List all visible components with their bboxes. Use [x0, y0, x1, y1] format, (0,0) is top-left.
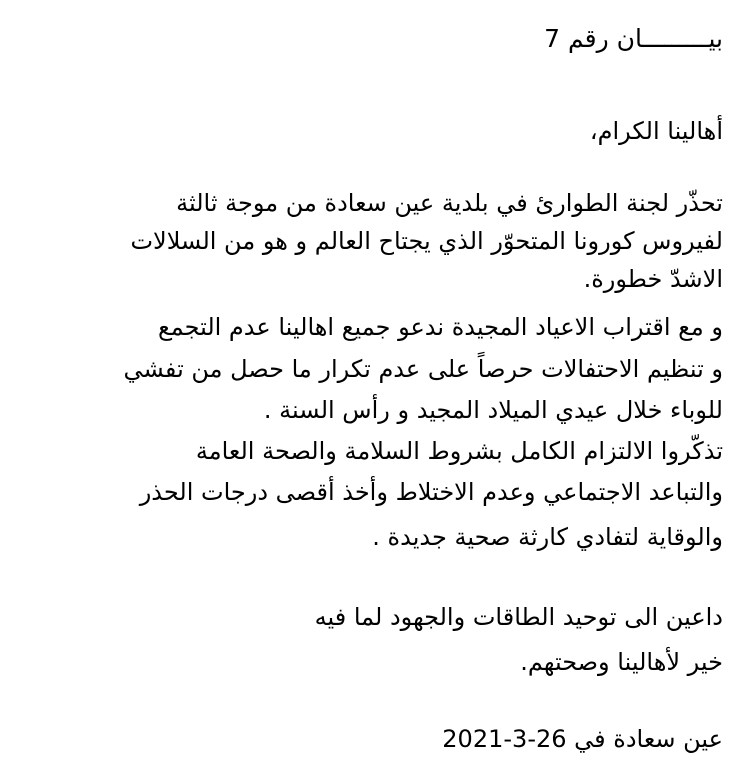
body-line: لفيروس كورونا المتحوّر الذي يجتاح العالم و هو من السلالات [130, 227, 723, 255]
body-line: للوباء خلال عيدي الميلاد المجيد و رأس السنة . [263, 396, 723, 424]
closing-line: داعين الى توحيد الطاقات والجهود لما فيه [314, 603, 723, 631]
body-line: تحذّر لجنة الطوارئ في بلدية عين سعادة من موجة ثالثة [176, 189, 723, 217]
closing-line: خير لأهالينا وصحتهم. [520, 648, 723, 676]
body-line: تذكّروا الالتزام الكامل بشروط السلامة والصحة العامة [195, 437, 723, 465]
body-line: و مع اقتراب الاعياد المجيدة ندعو جميع اهالينا عدم التجمع [157, 313, 723, 341]
body-line: و تنظيم الاحتفالات حرصاً على عدم تكرار ما حصل من تفشي [123, 355, 723, 383]
statement-title: بيـــــــــان رقم 7 [544, 24, 723, 53]
body-line: والوقاية لتفادي كارثة صحية جديدة . [372, 523, 723, 551]
greeting: أهالينا الكرام، [589, 117, 723, 145]
body-line: الاشدّ خطورة. [583, 265, 723, 293]
body-line: والتباعد الاجتماعي وعدم الاختلاط وأخذ أقصى درجات الحذر [139, 478, 723, 506]
signature-date: عين سعادة في 26-3-2021 [442, 725, 723, 753]
